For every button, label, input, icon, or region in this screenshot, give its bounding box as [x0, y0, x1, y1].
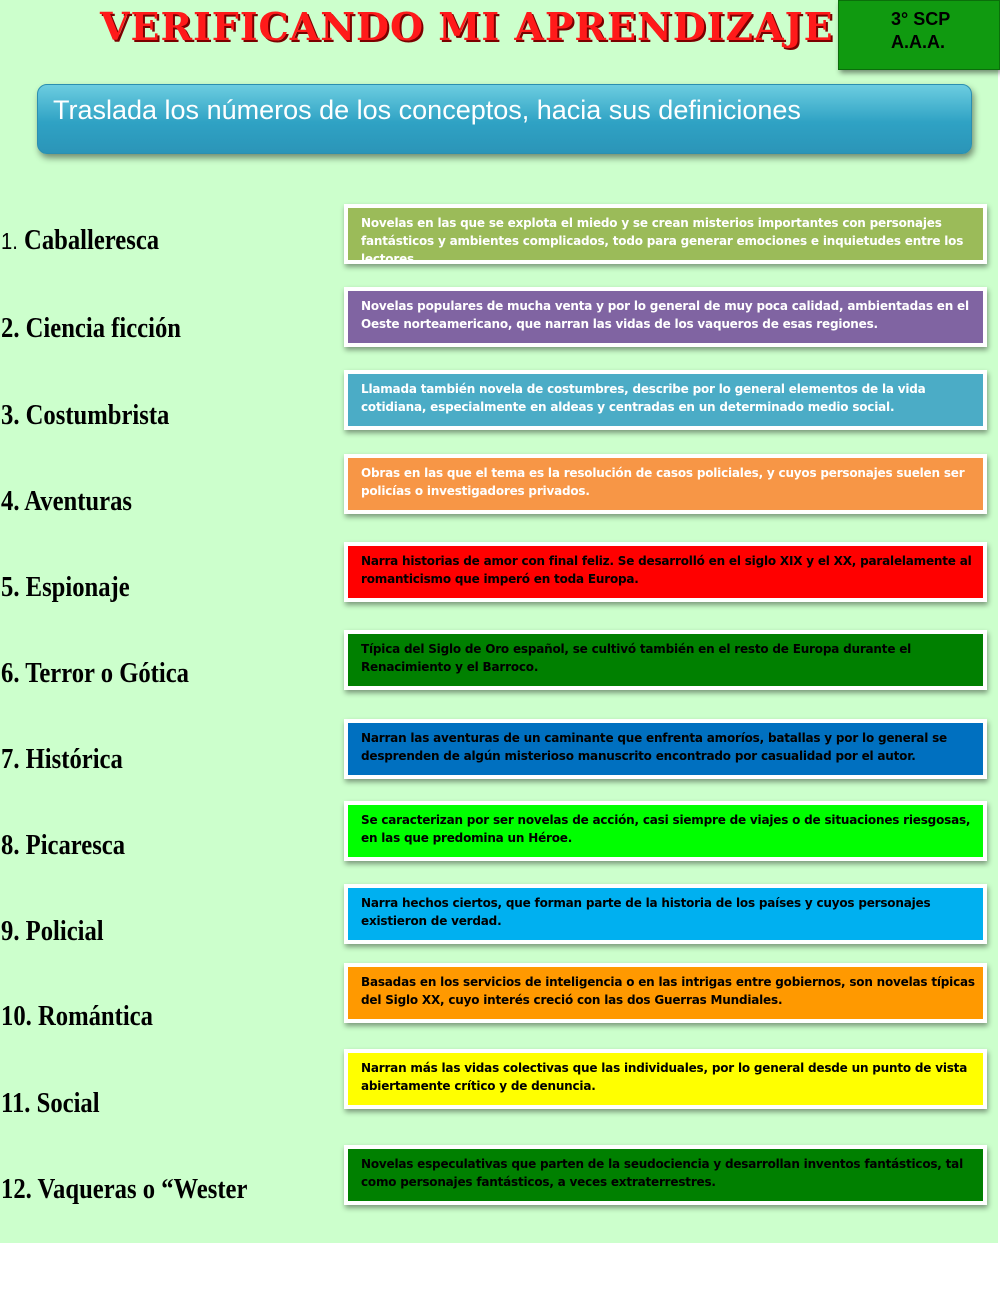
definition-box[interactable]: [344, 801, 987, 861]
definition-text: Narran más las vidas colectivas que las individuales, por lo general desde un punto de vista abiertamente crítico y de denuncia.: [348, 1053, 983, 1105]
concept-2[interactable]: [1, 309, 181, 349]
concept-number: 3.: [1, 400, 20, 431]
concept-label: Aventuras: [24, 486, 132, 517]
definition-box[interactable]: [344, 454, 987, 514]
definition-box[interactable]: [344, 963, 987, 1023]
concept-12[interactable]: [1, 1170, 247, 1210]
concept-6[interactable]: [1, 654, 189, 694]
concept-8[interactable]: [1, 826, 125, 866]
definition-box[interactable]: [344, 884, 987, 944]
concept-4[interactable]: [1, 482, 132, 522]
concept-11[interactable]: [1, 1084, 100, 1124]
definition-box[interactable]: [344, 204, 987, 264]
concept-3[interactable]: [1, 396, 169, 436]
concept-number: 11.: [1, 1088, 31, 1119]
instruction-banner: [37, 84, 972, 154]
concept-number: 6.: [1, 658, 20, 689]
definition-text: Típica del Siglo de Oro español, se cultivó también en el resto de Europa durante el Renacimiento y el Barroco.: [348, 634, 983, 686]
definition-box[interactable]: [344, 542, 987, 602]
concept-number: 10.: [1, 1001, 32, 1032]
concept-label: Caballeresca: [24, 225, 160, 256]
definition-box[interactable]: [344, 287, 987, 347]
concept-label: Ciencia ficción: [25, 313, 181, 344]
concept-number: 8.: [1, 830, 20, 861]
concept-5[interactable]: [1, 568, 130, 608]
definition-box[interactable]: [344, 719, 987, 779]
concept-number: 5.: [1, 572, 20, 603]
page-title: VERIFICANDO MI APRENDIZAJE: [100, 4, 834, 49]
definition-text: Basadas en los servicios de inteligencia o en las intrigas entre gobiernos, son novelas típicas del Siglo XX, cuyo interés creció con las dos Guerras Mundiales.: [348, 967, 983, 1019]
definition-box[interactable]: [344, 1049, 987, 1109]
concept-number: 4.: [1, 486, 20, 517]
definition-box[interactable]: [344, 1145, 987, 1205]
concept-10[interactable]: [1, 997, 153, 1037]
definition-text: Se caracterizan por ser novelas de acción, casi siempre de viajes o de situaciones riesgosas, en las que predomina un Héroe.: [348, 805, 983, 857]
concept-number: 1.: [1, 228, 18, 254]
badge-initials: A.A.A.: [891, 32, 945, 52]
concept-label: Romántica: [37, 1001, 153, 1032]
concept-7[interactable]: [1, 740, 123, 780]
definition-box[interactable]: [344, 630, 987, 690]
concept-label: Social: [36, 1088, 100, 1119]
badge-grade: 3° SCP: [891, 9, 951, 29]
concept-1[interactable]: [1, 221, 159, 261]
concept-label: Policial: [25, 916, 104, 947]
definition-box[interactable]: [344, 370, 987, 430]
definition-text: Obras en las que el tema es la resolución de casos policiales, y cuyos personajes suelen ser policías o investigadores privados.: [348, 458, 983, 510]
concept-label: Costumbrista: [25, 400, 170, 431]
instruction-text: Traslada los números de los conceptos, hacia sus definiciones: [53, 95, 801, 125]
grade-badge: [838, 0, 1000, 70]
concept-number: 12.: [1, 1174, 32, 1205]
concept-label: Histórica: [25, 744, 123, 775]
concept-label: Picaresca: [25, 830, 126, 861]
definition-text: Narra historias de amor con final feliz. Se desarrolló en el siglo XIX y el XX, paralelamente al romanticismo que imperó en toda Europa.: [348, 546, 983, 598]
definition-text: Novelas en las que se explota el miedo y se crean misterios importantes con personajes fantásticos y ambientes complicados, todo para generar emociones e inquietudes entre los lectores.: [348, 208, 983, 260]
definition-text: Narran las aventuras de un caminante que enfrenta amoríos, batallas y por lo general se desprenden de algún misterioso manuscrito encontrado por casualidad por el autor.: [348, 723, 983, 775]
concept-label: Vaqueras o “Wester: [37, 1174, 248, 1205]
definition-text: Narra hechos ciertos, que forman parte de la historia de los países y cuyos personajes existieron de verdad.: [348, 888, 983, 940]
concept-label: Terror o Gótica: [25, 658, 189, 689]
concept-label: Espionaje: [25, 572, 130, 603]
definition-text: Llamada también novela de costumbres, describe por lo general elementos de la vida cotidiana, especialmente en aldeas y centradas en un determinado medio social.: [348, 374, 983, 426]
concept-number: 9.: [1, 916, 20, 947]
definition-text: Novelas populares de mucha venta y por lo general de muy poca calidad, ambientadas en el Oeste norteamericano, que narran las vidas de los vaqueros de esas regiones.: [348, 291, 983, 343]
concept-number: 2.: [1, 313, 20, 344]
definition-text: Novelas especulativas que parten de la seudociencia y desarrollan inventos fantásticos, tal como personajes fantásticos, a veces extraterrestres.: [348, 1149, 983, 1201]
concept-number: 7.: [1, 744, 20, 775]
concept-9[interactable]: [1, 912, 104, 952]
